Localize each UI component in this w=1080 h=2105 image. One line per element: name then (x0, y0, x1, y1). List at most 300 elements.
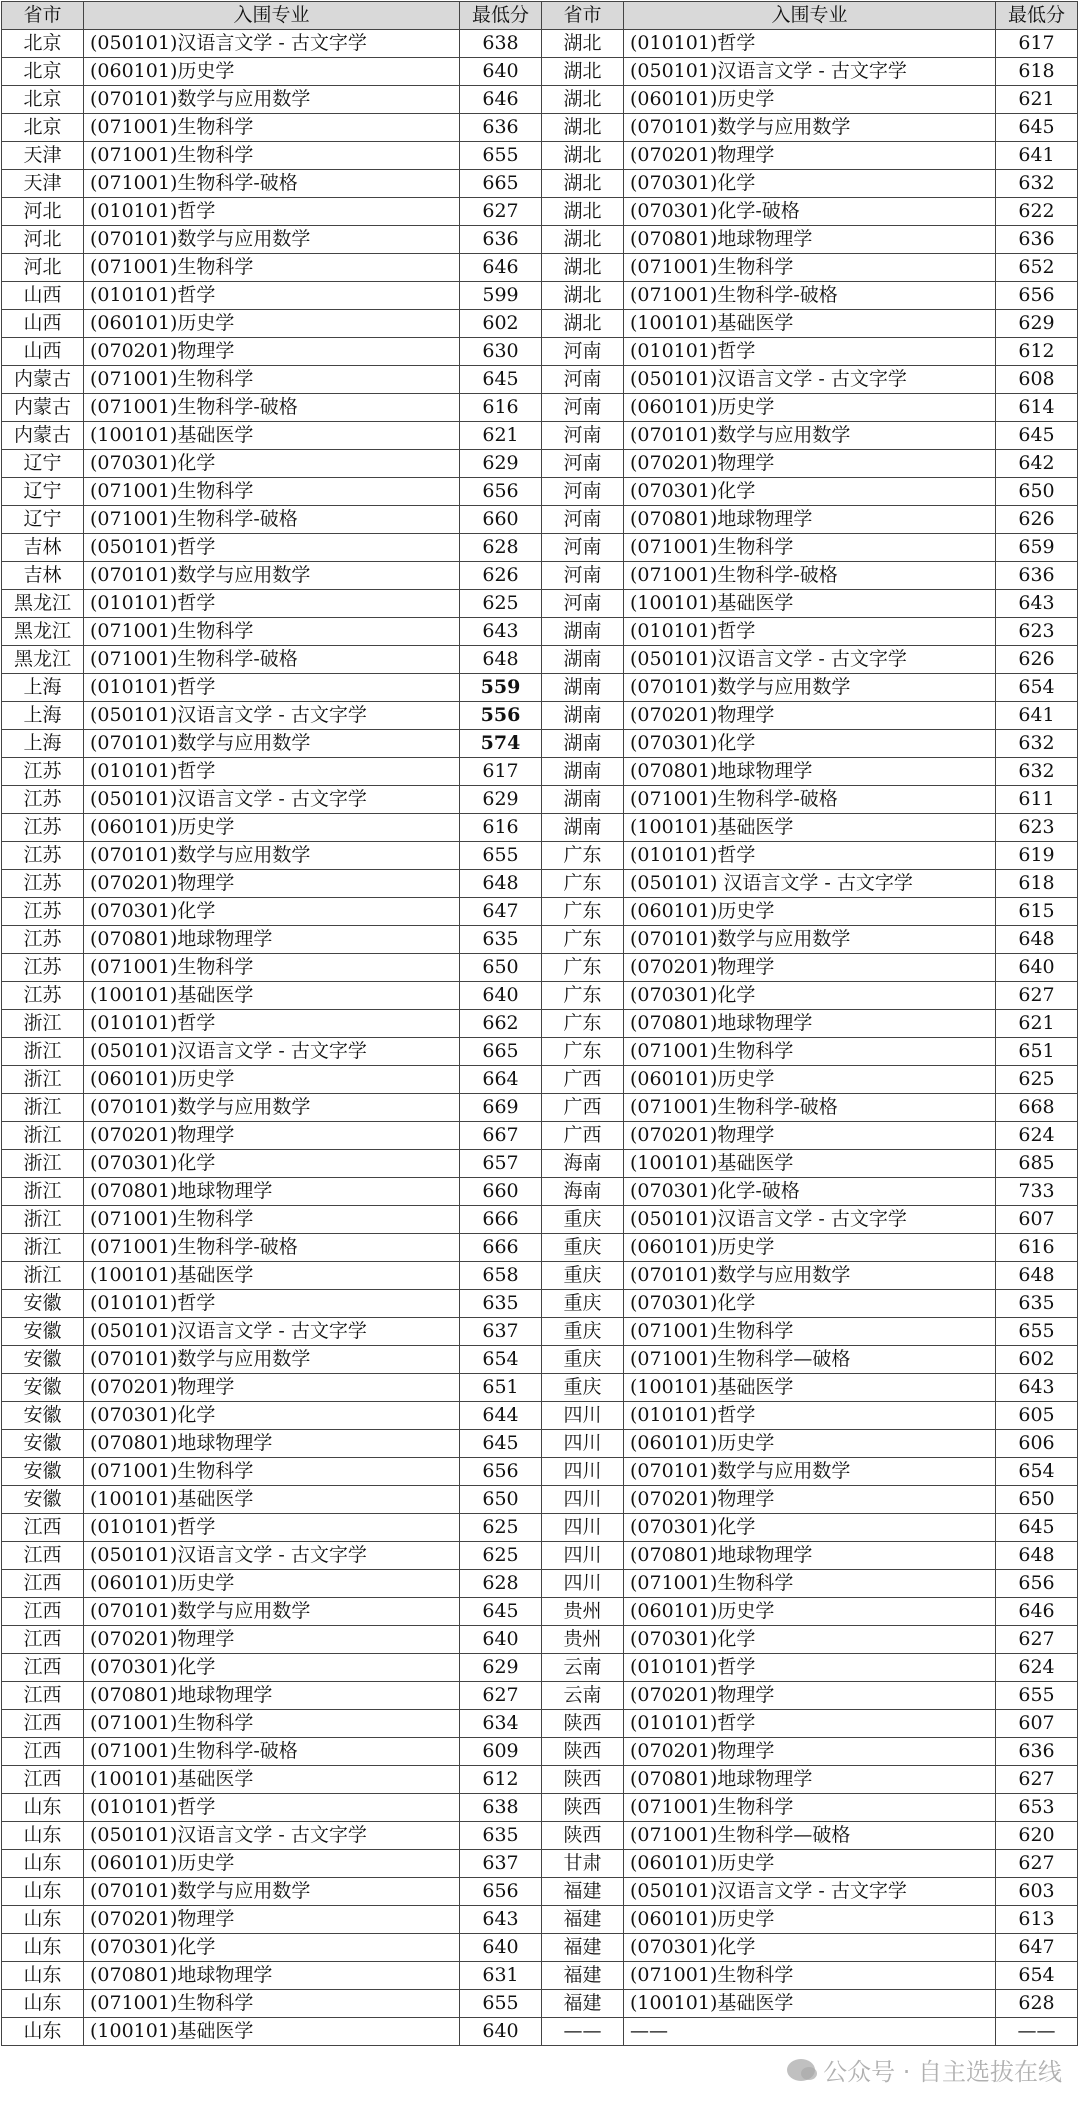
province-cell-right: 河南 (542, 394, 624, 422)
score-cell-right: 643 (996, 590, 1078, 618)
province-cell-right: 福建 (542, 1906, 624, 1934)
major-cell: (070301)化学 (84, 1402, 460, 1430)
province-cell-right: 重庆 (542, 1206, 624, 1234)
major-cell: (071001)生物科学-破格 (84, 394, 460, 422)
province-cell: 江苏 (2, 954, 84, 982)
table-row (2, 1290, 1078, 1318)
province-cell: 安徽 (2, 1374, 84, 1402)
table-row (2, 898, 1078, 926)
province-cell: 辽宁 (2, 450, 84, 478)
major-cell: (071001)生物科学 (84, 954, 460, 982)
province-cell: 黑龙江 (2, 590, 84, 618)
score-cell: 627 (460, 198, 542, 226)
province-cell-right: 湖北 (542, 58, 624, 86)
major-cell-right: (070801)地球物理学 (624, 758, 996, 786)
score-cell-right: 632 (996, 758, 1078, 786)
province-cell-right: 重庆 (542, 1346, 624, 1374)
major-cell-right: (070301)化学 (624, 1934, 996, 1962)
table-row (2, 1346, 1078, 1374)
table-row (2, 1654, 1078, 1682)
major-cell: (060101)历史学 (84, 1066, 460, 1094)
major-cell-right: (071001)生物科学 (624, 534, 996, 562)
province-cell-right: 河南 (542, 534, 624, 562)
score-cell: 638 (460, 1794, 542, 1822)
major-cell-right: (070801)地球物理学 (624, 506, 996, 534)
province-cell-right: 重庆 (542, 1262, 624, 1290)
major-cell-right: (070101)数学与应用数学 (624, 1262, 996, 1290)
table-row (2, 198, 1078, 226)
major-cell-right: (071001)生物科学 (624, 1962, 996, 1990)
major-cell-right: (071001)生物科学—破格 (624, 1822, 996, 1850)
table-row (2, 1458, 1078, 1486)
province-cell-right: 重庆 (542, 1290, 624, 1318)
header-row (2, 2, 1078, 30)
province-cell: 浙江 (2, 1150, 84, 1178)
province-cell: 安徽 (2, 1430, 84, 1458)
score-cell: 612 (460, 1766, 542, 1794)
major-cell: (050101)汉语言文学 - 古文字学 (84, 30, 460, 58)
major-cell-right: (070301)化学 (624, 478, 996, 506)
header-score-right: 最低分 (996, 2, 1078, 30)
major-cell-right: (070201)物理学 (624, 1738, 996, 1766)
province-cell-right: 重庆 (542, 1318, 624, 1346)
major-cell: (071001)生物科学-破格 (84, 506, 460, 534)
score-cell-right: 614 (996, 394, 1078, 422)
province-cell-right: 湖北 (542, 142, 624, 170)
major-cell: (071001)生物科学-破格 (84, 170, 460, 198)
province-cell-right: 湖南 (542, 814, 624, 842)
score-cell-right: 603 (996, 1878, 1078, 1906)
score-cell-right: 641 (996, 142, 1078, 170)
score-cell-right: 621 (996, 86, 1078, 114)
major-cell: (060101)历史学 (84, 814, 460, 842)
province-cell: 山西 (2, 310, 84, 338)
score-cell-right: 627 (996, 1850, 1078, 1878)
score-cell-right: 655 (996, 1318, 1078, 1346)
score-cell: 664 (460, 1066, 542, 1094)
major-cell: (050101)汉语言文学 - 古文字学 (84, 1822, 460, 1850)
major-cell: (071001)生物科学 (84, 1458, 460, 1486)
province-cell-right: 广西 (542, 1122, 624, 1150)
score-cell: 646 (460, 254, 542, 282)
province-cell: 江西 (2, 1598, 84, 1626)
score-cell: 654 (460, 1346, 542, 1374)
major-cell-right: (070301)化学-破格 (624, 198, 996, 226)
major-cell-right: (050101)汉语言文学 - 古文字学 (624, 1878, 996, 1906)
table-row (2, 1682, 1078, 1710)
table-row (2, 758, 1078, 786)
province-cell-right: 广东 (542, 982, 624, 1010)
score-cell: 627 (460, 1682, 542, 1710)
province-cell: 上海 (2, 702, 84, 730)
table-row (2, 1150, 1078, 1178)
major-cell-right: (010101)哲学 (624, 30, 996, 58)
province-cell-right: 陕西 (542, 1710, 624, 1738)
major-cell: (070201)物理学 (84, 870, 460, 898)
score-cell-right: 622 (996, 198, 1078, 226)
major-cell: (100101)基础医学 (84, 1766, 460, 1794)
score-cell-right: 607 (996, 1206, 1078, 1234)
major-cell-right: (010101)哲学 (624, 618, 996, 646)
score-cell: 667 (460, 1122, 542, 1150)
province-cell: 浙江 (2, 1262, 84, 1290)
score-cell-right: 632 (996, 170, 1078, 198)
score-cell-right: 627 (996, 1766, 1078, 1794)
table-row (2, 1626, 1078, 1654)
score-cell-right: 636 (996, 1738, 1078, 1766)
major-cell-right: (060101)历史学 (624, 1850, 996, 1878)
score-cell: 640 (460, 2018, 542, 2046)
province-cell: 吉林 (2, 562, 84, 590)
score-cell-right: 615 (996, 898, 1078, 926)
major-cell-right: (071001)生物科学 (624, 1570, 996, 1598)
province-cell: 山东 (2, 1850, 84, 1878)
score-cell-right: 602 (996, 1346, 1078, 1374)
score-cell-right: 659 (996, 534, 1078, 562)
major-cell: (060101)历史学 (84, 1850, 460, 1878)
major-cell: (010101)哲学 (84, 1514, 460, 1542)
major-cell-right: (070201)物理学 (624, 1122, 996, 1150)
major-cell-right: (071001)生物科学-破格 (624, 562, 996, 590)
major-cell: (070301)化学 (84, 1934, 460, 1962)
major-cell-right: (010101)哲学 (624, 1710, 996, 1738)
province-cell: 北京 (2, 58, 84, 86)
table-row (2, 646, 1078, 674)
province-cell-right: 陕西 (542, 1738, 624, 1766)
province-cell-right: 四川 (542, 1542, 624, 1570)
major-cell: (100101)基础医学 (84, 1486, 460, 1514)
table-row (2, 506, 1078, 534)
major-cell: (010101)哲学 (84, 1794, 460, 1822)
major-cell: (050101)哲学 (84, 534, 460, 562)
score-cell: 631 (460, 1962, 542, 1990)
province-cell-right: 四川 (542, 1402, 624, 1430)
table-row (2, 1122, 1078, 1150)
major-cell: (060101)历史学 (84, 58, 460, 86)
table-row (2, 142, 1078, 170)
score-cell: 645 (460, 1598, 542, 1626)
score-cell: 635 (460, 926, 542, 954)
major-cell-right: (070801)地球物理学 (624, 226, 996, 254)
major-cell-right: (050101)汉语言文学 - 古文字学 (624, 58, 996, 86)
table-row (2, 590, 1078, 618)
score-cell-right: —— (996, 2018, 1078, 2046)
major-cell: (010101)哲学 (84, 590, 460, 618)
score-cell: 643 (460, 618, 542, 646)
score-cell-right: 618 (996, 870, 1078, 898)
major-cell: (071001)生物科学 (84, 1710, 460, 1738)
major-cell: (010101)哲学 (84, 1290, 460, 1318)
major-cell: (070101)数学与应用数学 (84, 86, 460, 114)
table-row (2, 114, 1078, 142)
province-cell-right: 甘肃 (542, 1850, 624, 1878)
score-cell: 602 (460, 310, 542, 338)
province-cell: 江苏 (2, 926, 84, 954)
score-cell-right: 654 (996, 674, 1078, 702)
score-cell: 625 (460, 1514, 542, 1542)
major-cell-right: (010101)哲学 (624, 1654, 996, 1682)
province-cell-right: 福建 (542, 1878, 624, 1906)
major-cell-right: (070101)数学与应用数学 (624, 926, 996, 954)
table-row (2, 1990, 1078, 2018)
score-cell-right: 623 (996, 814, 1078, 842)
province-cell: 江苏 (2, 786, 84, 814)
table-row (2, 1822, 1078, 1850)
major-cell-right: (100101)基础医学 (624, 310, 996, 338)
province-cell: 山西 (2, 338, 84, 366)
table-row (2, 534, 1078, 562)
province-cell-right: 广东 (542, 926, 624, 954)
province-cell-right: 重庆 (542, 1374, 624, 1402)
province-cell: 安徽 (2, 1346, 84, 1374)
province-cell: 浙江 (2, 1178, 84, 1206)
major-cell-right: (070801)地球物理学 (624, 1010, 996, 1038)
table-row (2, 1066, 1078, 1094)
score-cell: 634 (460, 1710, 542, 1738)
major-cell-right: (070801)地球物理学 (624, 1542, 996, 1570)
score-cell: 638 (460, 30, 542, 58)
province-cell-right: 河南 (542, 422, 624, 450)
major-cell: (070101)数学与应用数学 (84, 730, 460, 758)
province-cell-right: 湖南 (542, 730, 624, 758)
province-cell-right: 贵州 (542, 1598, 624, 1626)
province-cell: 上海 (2, 730, 84, 758)
province-cell: 辽宁 (2, 506, 84, 534)
table-row (2, 702, 1078, 730)
major-cell: (070801)地球物理学 (84, 1430, 460, 1458)
watermark (787, 2052, 1062, 2087)
province-cell-right: 海南 (542, 1178, 624, 1206)
major-cell-right: (070101)数学与应用数学 (624, 422, 996, 450)
province-cell-right: 湖北 (542, 310, 624, 338)
score-cell-right: 645 (996, 1514, 1078, 1542)
province-cell: 黑龙江 (2, 618, 84, 646)
province-cell: 内蒙古 (2, 366, 84, 394)
province-cell-right: 陕西 (542, 1766, 624, 1794)
score-cell-right: 621 (996, 1010, 1078, 1038)
score-cell: 645 (460, 1430, 542, 1458)
score-cell: 640 (460, 1934, 542, 1962)
major-cell: (070301)化学 (84, 1150, 460, 1178)
major-cell: (050101)汉语言文学 - 古文字学 (84, 1542, 460, 1570)
score-cell-right: 623 (996, 618, 1078, 646)
score-cell-right: 626 (996, 646, 1078, 674)
major-cell: (070201)物理学 (84, 1122, 460, 1150)
province-cell: 浙江 (2, 1038, 84, 1066)
major-cell: (070201)物理学 (84, 1626, 460, 1654)
province-cell-right: 河南 (542, 450, 624, 478)
province-cell-right: —— (542, 2018, 624, 2046)
score-cell-right: 647 (996, 1934, 1078, 1962)
major-cell-right: (050101)汉语言文学 - 古文字学 (624, 366, 996, 394)
province-cell: 河北 (2, 254, 84, 282)
province-cell: 江苏 (2, 814, 84, 842)
major-cell-right: (070301)化学 (624, 1290, 996, 1318)
score-cell-right: 733 (996, 1178, 1078, 1206)
province-cell-right: 陕西 (542, 1794, 624, 1822)
score-cell: 640 (460, 1626, 542, 1654)
province-cell: 安徽 (2, 1290, 84, 1318)
major-cell: (070801)地球物理学 (84, 926, 460, 954)
score-cell: 556 (460, 702, 542, 730)
table-row (2, 1878, 1078, 1906)
score-cell: 656 (460, 1458, 542, 1486)
major-cell: (071001)生物科学 (84, 1206, 460, 1234)
score-cell-right: 618 (996, 58, 1078, 86)
table-row (2, 1738, 1078, 1766)
score-cell: 655 (460, 842, 542, 870)
province-cell: 安徽 (2, 1402, 84, 1430)
province-cell: 内蒙古 (2, 394, 84, 422)
major-cell: (070101)数学与应用数学 (84, 1094, 460, 1122)
province-cell: 山东 (2, 1878, 84, 1906)
table-row (2, 1010, 1078, 1038)
score-cell-right: 648 (996, 1542, 1078, 1570)
province-cell: 安徽 (2, 1458, 84, 1486)
major-cell: (070101)数学与应用数学 (84, 562, 460, 590)
province-cell: 河北 (2, 226, 84, 254)
province-cell: 江西 (2, 1626, 84, 1654)
province-cell-right: 四川 (542, 1486, 624, 1514)
major-cell: (070301)化学 (84, 898, 460, 926)
province-cell-right: 河南 (542, 562, 624, 590)
score-cell-right: 641 (996, 702, 1078, 730)
major-cell-right: (070301)化学 (624, 170, 996, 198)
table-row (2, 2018, 1078, 2046)
major-cell-right: (070201)物理学 (624, 954, 996, 982)
province-cell: 浙江 (2, 1094, 84, 1122)
province-cell: 江西 (2, 1570, 84, 1598)
major-cell: (050101)汉语言文学 - 古文字学 (84, 1318, 460, 1346)
province-cell-right: 湖南 (542, 646, 624, 674)
province-cell-right: 广东 (542, 1010, 624, 1038)
major-cell: (070201)物理学 (84, 338, 460, 366)
table-row (2, 450, 1078, 478)
major-cell-right: (060101)历史学 (624, 1430, 996, 1458)
major-cell-right: (070301)化学 (624, 982, 996, 1010)
province-cell: 天津 (2, 142, 84, 170)
score-cell-right: 654 (996, 1962, 1078, 1990)
major-cell: (071001)生物科学 (84, 618, 460, 646)
province-cell: 江苏 (2, 898, 84, 926)
province-cell: 北京 (2, 114, 84, 142)
province-cell: 江西 (2, 1766, 84, 1794)
score-cell-right: 645 (996, 422, 1078, 450)
major-cell: (010101)哲学 (84, 758, 460, 786)
score-cell-right: 605 (996, 1402, 1078, 1430)
table-row (2, 170, 1078, 198)
score-cell: 645 (460, 366, 542, 394)
score-cell: 616 (460, 814, 542, 842)
province-cell: 浙江 (2, 1206, 84, 1234)
table-row (2, 1430, 1078, 1458)
major-cell: (070801)地球物理学 (84, 1178, 460, 1206)
major-cell-right: (060101)历史学 (624, 86, 996, 114)
score-cell-right: 656 (996, 1570, 1078, 1598)
major-cell-right: (071001)生物科学-破格 (624, 786, 996, 814)
score-cell-right: 646 (996, 1598, 1078, 1626)
province-cell-right: 云南 (542, 1654, 624, 1682)
province-cell: 山西 (2, 282, 84, 310)
province-cell-right: 河南 (542, 338, 624, 366)
province-cell: 山东 (2, 1934, 84, 1962)
province-cell: 天津 (2, 170, 84, 198)
major-cell: (010101)哲学 (84, 198, 460, 226)
province-cell: 北京 (2, 30, 84, 58)
major-cell: (070101)数学与应用数学 (84, 842, 460, 870)
score-cell: 643 (460, 1906, 542, 1934)
major-cell-right: (070101)数学与应用数学 (624, 674, 996, 702)
province-cell: 安徽 (2, 1318, 84, 1346)
table-row (2, 394, 1078, 422)
score-cell: 629 (460, 786, 542, 814)
table-row (2, 870, 1078, 898)
table-row (2, 1038, 1078, 1066)
table-row (2, 842, 1078, 870)
major-cell: (050101)汉语言文学 - 古文字学 (84, 1038, 460, 1066)
score-cell: 630 (460, 338, 542, 366)
score-cell-right: 668 (996, 1094, 1078, 1122)
province-cell: 江苏 (2, 758, 84, 786)
table-row (2, 1094, 1078, 1122)
score-cell-right: 651 (996, 1038, 1078, 1066)
province-cell: 江苏 (2, 842, 84, 870)
table-row (2, 1850, 1078, 1878)
score-cell: 609 (460, 1738, 542, 1766)
table-row (2, 1374, 1078, 1402)
major-cell: (071001)生物科学 (84, 142, 460, 170)
province-cell: 北京 (2, 86, 84, 114)
score-cell-right: 627 (996, 982, 1078, 1010)
header-province: 省市 (2, 2, 84, 30)
province-cell: 山东 (2, 1822, 84, 1850)
province-cell: 黑龙江 (2, 646, 84, 674)
score-cell-right: 635 (996, 1290, 1078, 1318)
score-cell: 666 (460, 1206, 542, 1234)
major-cell: (070301)化学 (84, 1654, 460, 1682)
major-cell-right: (050101)汉语言文学 - 古文字学 (624, 1206, 996, 1234)
table-row (2, 674, 1078, 702)
score-cell: 636 (460, 226, 542, 254)
major-cell-right: (070201)物理学 (624, 142, 996, 170)
major-cell: (070101)数学与应用数学 (84, 226, 460, 254)
score-cell-right: 656 (996, 282, 1078, 310)
province-cell-right: 福建 (542, 1962, 624, 1990)
province-cell: 江西 (2, 1682, 84, 1710)
province-cell-right: 湖北 (542, 254, 624, 282)
major-cell: (010101)哲学 (84, 1010, 460, 1038)
score-cell-right: 611 (996, 786, 1078, 814)
province-cell: 江苏 (2, 982, 84, 1010)
province-cell-right: 云南 (542, 1682, 624, 1710)
header-major: 入围专业 (84, 2, 460, 30)
major-cell-right: (070301)化学 (624, 1514, 996, 1542)
score-cell: 660 (460, 506, 542, 534)
table-row (2, 1234, 1078, 1262)
province-cell: 江西 (2, 1738, 84, 1766)
table-row (2, 58, 1078, 86)
major-cell: (071001)生物科学 (84, 1990, 460, 2018)
score-cell: 655 (460, 142, 542, 170)
table-row (2, 254, 1078, 282)
major-cell: (100101)基础医学 (84, 982, 460, 1010)
major-cell-right: (060101)历史学 (624, 1906, 996, 1934)
score-cell: 629 (460, 1654, 542, 1682)
table-row (2, 422, 1078, 450)
province-cell-right: 湖南 (542, 786, 624, 814)
table-row (2, 30, 1078, 58)
province-cell: 内蒙古 (2, 422, 84, 450)
